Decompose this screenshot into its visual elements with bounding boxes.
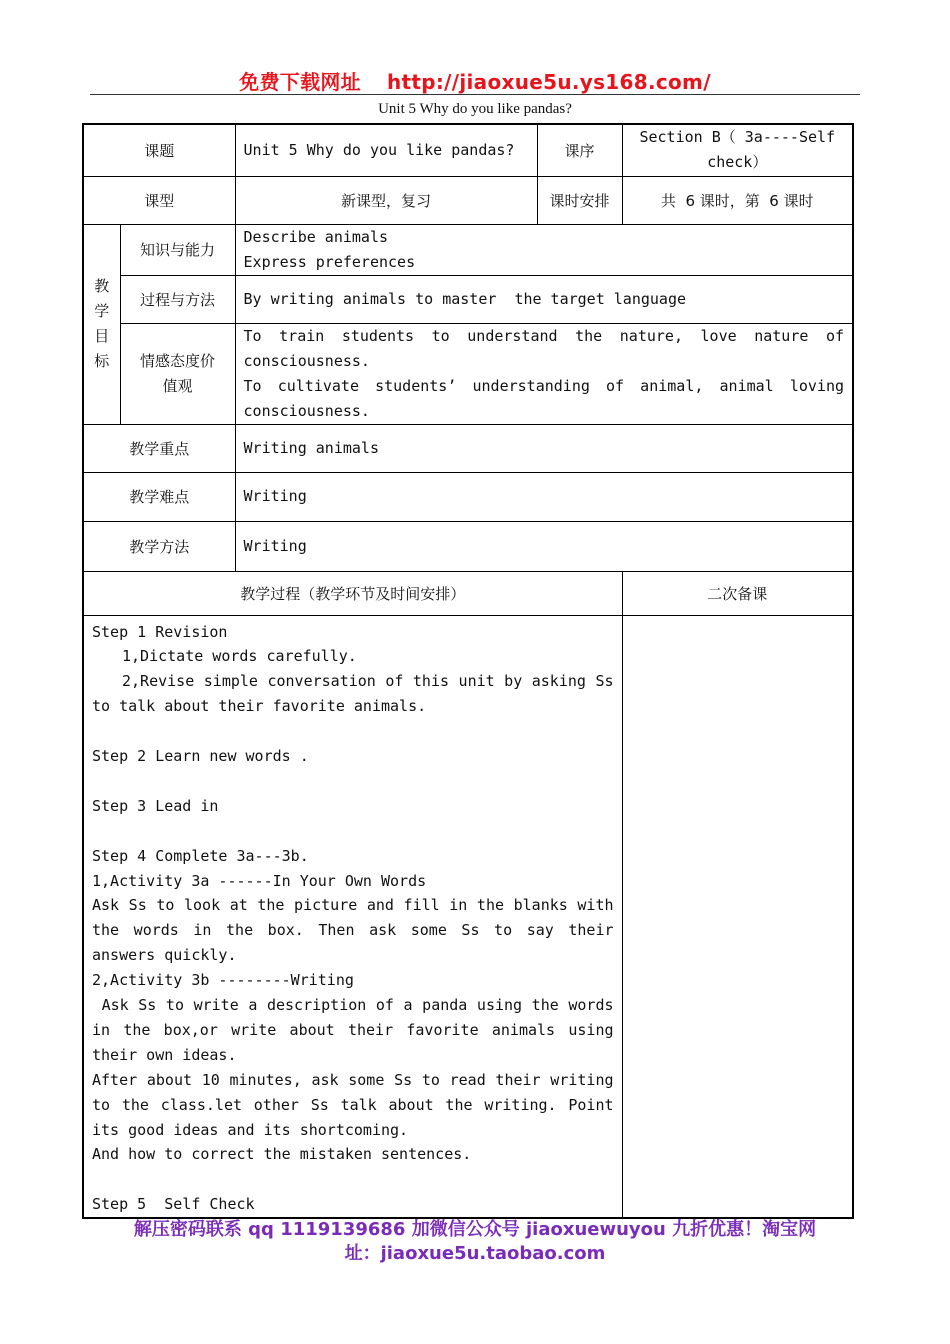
notes-column: [622, 615, 853, 1218]
process-line: [92, 769, 614, 794]
topic-label: 课题: [83, 124, 235, 176]
emotion-line: To cultivate students’ understanding of animal, animal loving consciousness.: [243, 376, 845, 420]
footer-line: 解压密码联系 qq 1119139686 加微信公众号 jiaoxuewuyou 九折优惠！淘宝网: [133, 1219, 817, 1240]
process-line: After about 10 minutes, ask some Ss to read their writing to the class.let other Ss talk about the writing. Point its good ideas and its shortcoming.: [92, 1070, 614, 1139]
type-value: 新课型，复习: [235, 176, 537, 224]
process-method-value: By writing animals to master the target language: [235, 275, 853, 323]
process-line: Step 1 Revision: [92, 622, 228, 641]
key-point-value: Writing animals: [235, 424, 853, 472]
emotion-value: [235, 323, 853, 424]
process-line: 1,Dictate words carefully.: [122, 647, 357, 666]
footer-line: 址：jiaoxue5u.taobao.com: [344, 1243, 606, 1264]
process-method-label: 过程与方法: [120, 275, 235, 323]
footer: [0, 1218, 950, 1266]
schedule-label: 课时安排: [537, 176, 622, 224]
schedule-value: 共 6 课时，第 6 课时: [622, 176, 853, 224]
process-content: [83, 615, 622, 1218]
emotion-label: 情感态度价 值观: [120, 323, 235, 424]
site-name: 免费下载网址: [239, 70, 361, 94]
process-header: 教学过程（教学环节及时间安排）: [83, 571, 622, 615]
emotion-line: To train students to understand the nature, love nature of consciousness.: [243, 326, 845, 370]
method-label: 教学方法: [83, 521, 235, 571]
knowledge-line: Express preferences: [243, 252, 416, 271]
knowledge-value: [235, 224, 853, 275]
knowledge-line: Describe animals: [243, 227, 389, 246]
method-value: Writing: [235, 521, 853, 571]
key-point-label: 教学重点: [83, 424, 235, 472]
process-line: [92, 819, 614, 844]
order-value: Section B（ 3a----Self check）: [622, 124, 853, 176]
process-line: And how to correct the mistaken sentences.: [92, 1145, 472, 1164]
process-line: [92, 719, 614, 744]
notes-header: 二次备课: [622, 571, 853, 615]
process-line: Ask Ss to look at the picture and fill in the blanks with the words in the box. Then ask some Ss to say their answers quickly.: [92, 896, 614, 965]
site-header: [0, 66, 950, 95]
difficulty-value: Writing: [235, 472, 853, 521]
process-line: Step 3 Lead in: [92, 796, 219, 815]
knowledge-label: 知识与能力: [120, 224, 235, 275]
order-label: 课序: [537, 124, 622, 176]
process-line: Step 4 Complete 3a---3b.: [92, 846, 309, 865]
document-title: Unit 5 Why do you like pandas?: [378, 101, 572, 117]
process-line: Step 2 Learn new words .: [92, 747, 309, 766]
process-line: [92, 1167, 614, 1192]
site-url-link[interactable]: http://jiaoxue5u.ys168.com/: [386, 70, 711, 94]
objectives-group-label: 教 学 目 标: [83, 224, 120, 424]
process-line: 1,Activity 3a ------In Your Own Words: [92, 871, 427, 890]
process-line: Ask Ss to write a description of a panda using the words in the box,or write about their favorite animals using their own ideas.: [92, 996, 623, 1064]
process-line: 2,Activity 3b --------Writing: [92, 971, 354, 990]
process-line: Step 5 Self Check: [92, 1195, 255, 1214]
difficulty-label: 教学难点: [83, 472, 235, 521]
process-line: 2,Revise simple conversation of this unit by asking Ss to talk about their favorite animals.: [92, 672, 614, 716]
lesson-plan-table: [82, 123, 854, 1219]
header-divider: [90, 94, 860, 95]
type-label: 课型: [83, 176, 235, 224]
topic-value: Unit 5 Why do you like pandas?: [235, 124, 537, 176]
